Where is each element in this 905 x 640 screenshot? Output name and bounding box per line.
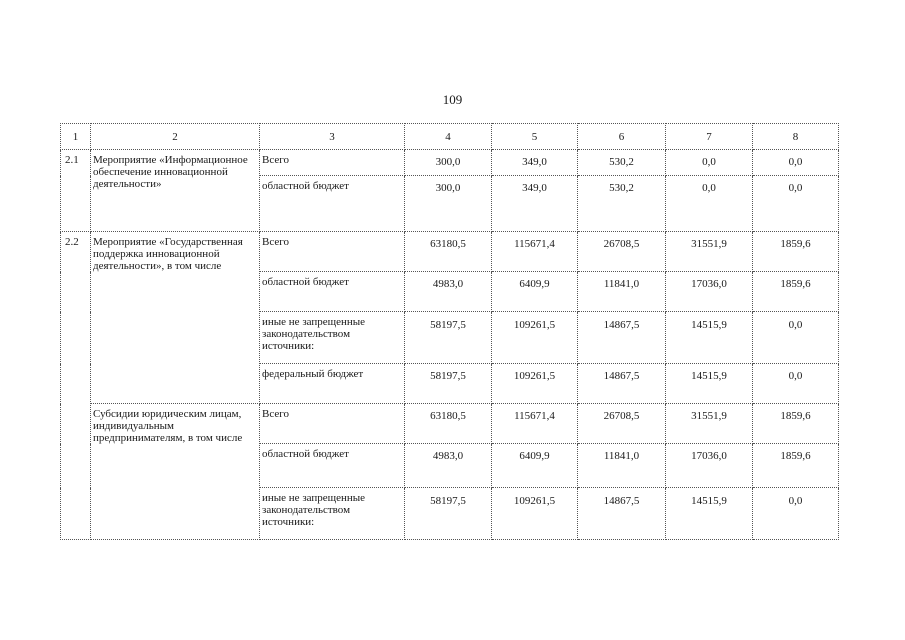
row-code: 2.1 xyxy=(61,150,91,232)
value-cell: 300,0 xyxy=(405,150,492,176)
value-cell: 4983,0 xyxy=(405,444,492,488)
measure-name: Мероприятие «Государственная поддержка инновационной деятельности», в том числе xyxy=(91,232,260,404)
source-cell: областной бюджет xyxy=(260,272,405,312)
value-cell: 1859,6 xyxy=(753,232,839,272)
page-number: 109 xyxy=(442,92,463,107)
value-cell: 26708,5 xyxy=(578,232,666,272)
value-cell: 14515,9 xyxy=(666,312,753,364)
value-cell: 109261,5 xyxy=(492,364,578,404)
source-cell: областной бюджет xyxy=(260,176,405,232)
value-cell: 14515,9 xyxy=(666,488,753,540)
value-cell: 1859,6 xyxy=(753,404,839,444)
source-cell: иные не запрещенные законодательством источники: xyxy=(260,312,405,364)
value-cell: 58197,5 xyxy=(405,312,492,364)
value-cell: 4983,0 xyxy=(405,272,492,312)
header-cell: 3 xyxy=(260,124,405,150)
value-cell: 530,2 xyxy=(578,176,666,232)
value-cell: 530,2 xyxy=(578,150,666,176)
value-cell: 31551,9 xyxy=(666,232,753,272)
value-cell: 26708,5 xyxy=(578,404,666,444)
value-cell: 14867,5 xyxy=(578,312,666,364)
measure-name: Субсидии юридическим лицам, индивидуальным предпринимателям, в том числе xyxy=(91,404,260,540)
value-cell: 1859,6 xyxy=(753,444,839,488)
value-cell: 109261,5 xyxy=(492,488,578,540)
value-cell: 0,0 xyxy=(666,176,753,232)
value-cell: 349,0 xyxy=(492,150,578,176)
header-cell: 5 xyxy=(492,124,578,150)
row-code: 2.2 xyxy=(61,232,91,540)
header-row xyxy=(61,124,839,150)
header-cell: 6 xyxy=(578,124,666,150)
value-cell: 0,0 xyxy=(753,488,839,540)
value-cell: 14867,5 xyxy=(578,488,666,540)
value-cell: 17036,0 xyxy=(666,272,753,312)
value-cell: 115671,4 xyxy=(492,232,578,272)
value-cell: 58197,5 xyxy=(405,364,492,404)
source-cell: Всего xyxy=(260,150,405,176)
value-cell: 0,0 xyxy=(753,364,839,404)
header-cell: 4 xyxy=(405,124,492,150)
header-cell: 1 xyxy=(61,124,91,150)
source-cell: областной бюджет xyxy=(260,444,405,488)
value-cell: 31551,9 xyxy=(666,404,753,444)
header-cell: 2 xyxy=(91,124,260,150)
value-cell: 63180,5 xyxy=(405,404,492,444)
source-cell: иные не запрещенные законодательством источники: xyxy=(260,488,405,540)
value-cell: 109261,5 xyxy=(492,312,578,364)
value-cell: 0,0 xyxy=(753,312,839,364)
source-cell: Всего xyxy=(260,232,405,272)
value-cell: 11841,0 xyxy=(578,272,666,312)
value-cell: 0,0 xyxy=(753,176,839,232)
source-cell: Всего xyxy=(260,404,405,444)
value-cell: 349,0 xyxy=(492,176,578,232)
value-cell: 0,0 xyxy=(666,150,753,176)
table-row xyxy=(61,404,839,444)
measure-name: Мероприятие «Информационное обеспечение инновационной деятельности» xyxy=(91,150,260,232)
value-cell: 6409,9 xyxy=(492,444,578,488)
value-cell: 17036,0 xyxy=(666,444,753,488)
value-cell: 6409,9 xyxy=(492,272,578,312)
table-row xyxy=(61,150,839,176)
value-cell: 14867,5 xyxy=(578,364,666,404)
table-row xyxy=(61,232,839,272)
header-cell: 7 xyxy=(666,124,753,150)
value-cell: 58197,5 xyxy=(405,488,492,540)
budget-table xyxy=(60,123,839,540)
value-cell: 115671,4 xyxy=(492,404,578,444)
value-cell: 14515,9 xyxy=(666,364,753,404)
value-cell: 63180,5 xyxy=(405,232,492,272)
value-cell: 300,0 xyxy=(405,176,492,232)
source-cell: федеральный бюджет xyxy=(260,364,405,404)
value-cell: 1859,6 xyxy=(753,272,839,312)
value-cell: 0,0 xyxy=(753,150,839,176)
header-cell: 8 xyxy=(753,124,839,150)
value-cell: 11841,0 xyxy=(578,444,666,488)
